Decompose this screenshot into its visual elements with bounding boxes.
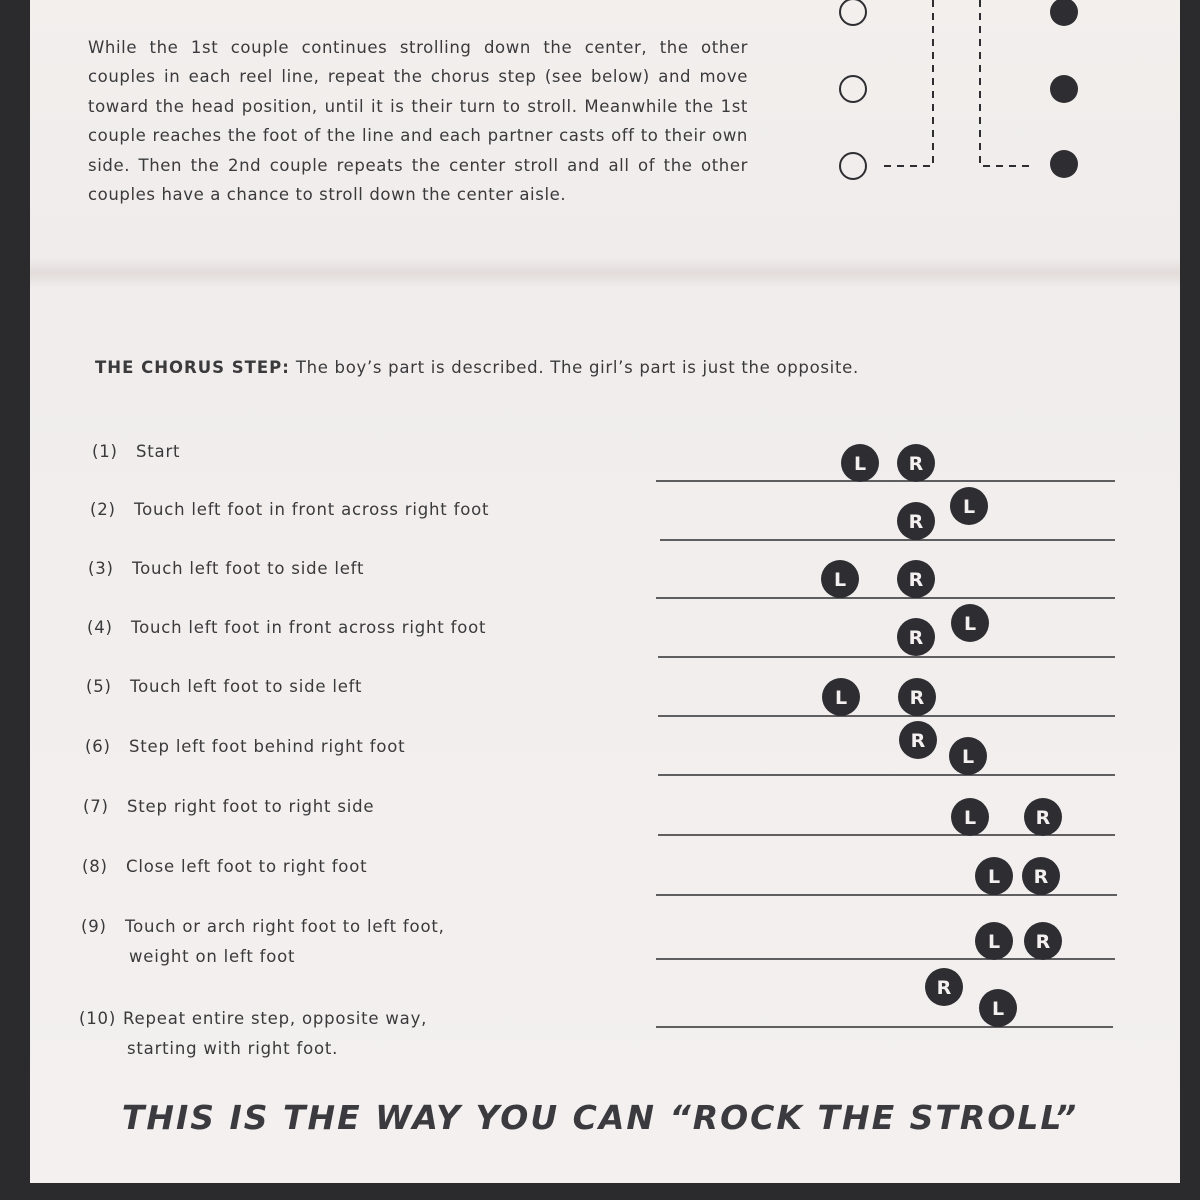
- step-10: [79, 1004, 427, 1064]
- foot-position-diagrams: [640, 430, 1140, 1050]
- right-foot-label: R: [1035, 807, 1051, 829]
- right-foot-label: R: [908, 627, 924, 649]
- left-foot-label: L: [962, 496, 976, 518]
- foot-diagram-step-1: [656, 444, 1115, 482]
- right-path: [980, 0, 1035, 166]
- girls-line: [840, 0, 866, 179]
- step-3: [88, 554, 364, 584]
- girl-marker-2: [840, 76, 866, 102]
- boys-line: [1050, 0, 1078, 178]
- step-text: Touch left foot in front across right foot: [131, 618, 487, 637]
- step-number: (4): [87, 618, 113, 637]
- left-path: [882, 0, 933, 166]
- left-foot-label: L: [961, 746, 975, 768]
- step-9: [81, 912, 445, 972]
- foot-diagram-step-7: [658, 798, 1115, 836]
- left-foot-label: L: [987, 931, 1001, 953]
- step-number: (3): [88, 559, 114, 578]
- boy-marker-2: [1050, 75, 1078, 103]
- left-foot-label: L: [834, 687, 848, 709]
- stroll-formation-diagram: [820, 0, 1100, 200]
- right-foot-label: R: [909, 687, 925, 709]
- right-foot-label: R: [908, 453, 924, 475]
- intro-paragraph: While the 1st couple continues strolling down the center, the other couples in each reel line, repeat the chorus step (see below) and move toward the head position, until it is their turn to stroll. Meanwhile the 1st couple reaches the foot of the line and each partner casts off to their own side. Then the 2nd couple repeats the center stroll and all of the other couples have a chance to stroll down the center aisle.: [88, 37, 748, 205]
- step-number: (7): [83, 797, 109, 816]
- right-foot-label: R: [1035, 931, 1051, 953]
- step-text: Start: [136, 442, 181, 461]
- step-text: Touch left foot in front across right foot: [134, 500, 490, 519]
- step-8: [82, 852, 367, 882]
- foot-diagram-step-3: [656, 560, 1115, 598]
- step-number: (5): [86, 677, 112, 696]
- step-text: Close left foot to right foot: [126, 857, 368, 876]
- step-1: [92, 437, 180, 467]
- stroll-path-lines: [882, 0, 1035, 166]
- step-number: (8): [82, 857, 108, 876]
- right-foot-label: R: [1033, 866, 1049, 888]
- boy-marker-3: [1050, 150, 1078, 178]
- left-foot-label: L: [853, 453, 867, 475]
- step-number: (1): [92, 442, 118, 461]
- step-5: [86, 672, 362, 702]
- step-number: (2): [90, 500, 116, 519]
- step-text: Repeat entire step, opposite way,: [123, 1009, 428, 1028]
- step-text: Touch or arch right foot to left foot,: [125, 917, 445, 936]
- step-number: (6): [85, 737, 111, 756]
- closing-title: THIS IS THE WAY YOU CAN “ROCK THE STROLL”: [121, 1098, 1079, 1137]
- step-6: [85, 732, 405, 762]
- foot-diagram-step-8: [656, 857, 1117, 895]
- step-number: (10): [79, 1009, 117, 1028]
- step-text: Touch left foot to side left: [132, 559, 365, 578]
- step-7: [83, 792, 374, 822]
- page-fold: [30, 258, 1180, 288]
- step-number: (9): [81, 917, 107, 936]
- right-foot-label: R: [908, 569, 924, 591]
- girl-marker-1: [840, 0, 866, 25]
- foot-diagram-step-5: [658, 678, 1115, 716]
- step-text: Step right foot to right side: [127, 797, 375, 816]
- left-foot-label: L: [987, 866, 1001, 888]
- step-4: [87, 613, 486, 643]
- left-foot-label: L: [833, 569, 847, 591]
- foot-diagram-step-2: [660, 487, 1115, 540]
- boy-marker-1: [1050, 0, 1078, 26]
- step-2: [90, 495, 489, 525]
- left-foot-label: L: [963, 807, 977, 829]
- right-foot-label: R: [908, 511, 924, 533]
- chorus-lead: THE CHORUS STEP:: [95, 358, 290, 377]
- foot-diagram-step-6: [658, 721, 1115, 775]
- step-text: Touch left foot to side left: [130, 677, 363, 696]
- step-text-continued: starting with right foot.: [127, 1039, 339, 1058]
- girl-marker-3: [840, 153, 866, 179]
- foot-diagram-step-9: [656, 922, 1115, 960]
- foot-diagram-step-10: [656, 968, 1113, 1027]
- chorus-heading: [95, 358, 1095, 377]
- left-foot-label: L: [963, 613, 977, 635]
- chorus-text: The boy’s part is described. The girl’s part is just the opposite.: [295, 358, 859, 377]
- foot-diagram-step-4: [658, 604, 1115, 657]
- right-foot-label: R: [910, 730, 926, 752]
- step-text-continued: weight on left foot: [129, 947, 296, 966]
- step-text: Step left foot behind right foot: [129, 737, 406, 756]
- left-foot-label: L: [991, 998, 1005, 1020]
- right-foot-label: R: [936, 977, 952, 999]
